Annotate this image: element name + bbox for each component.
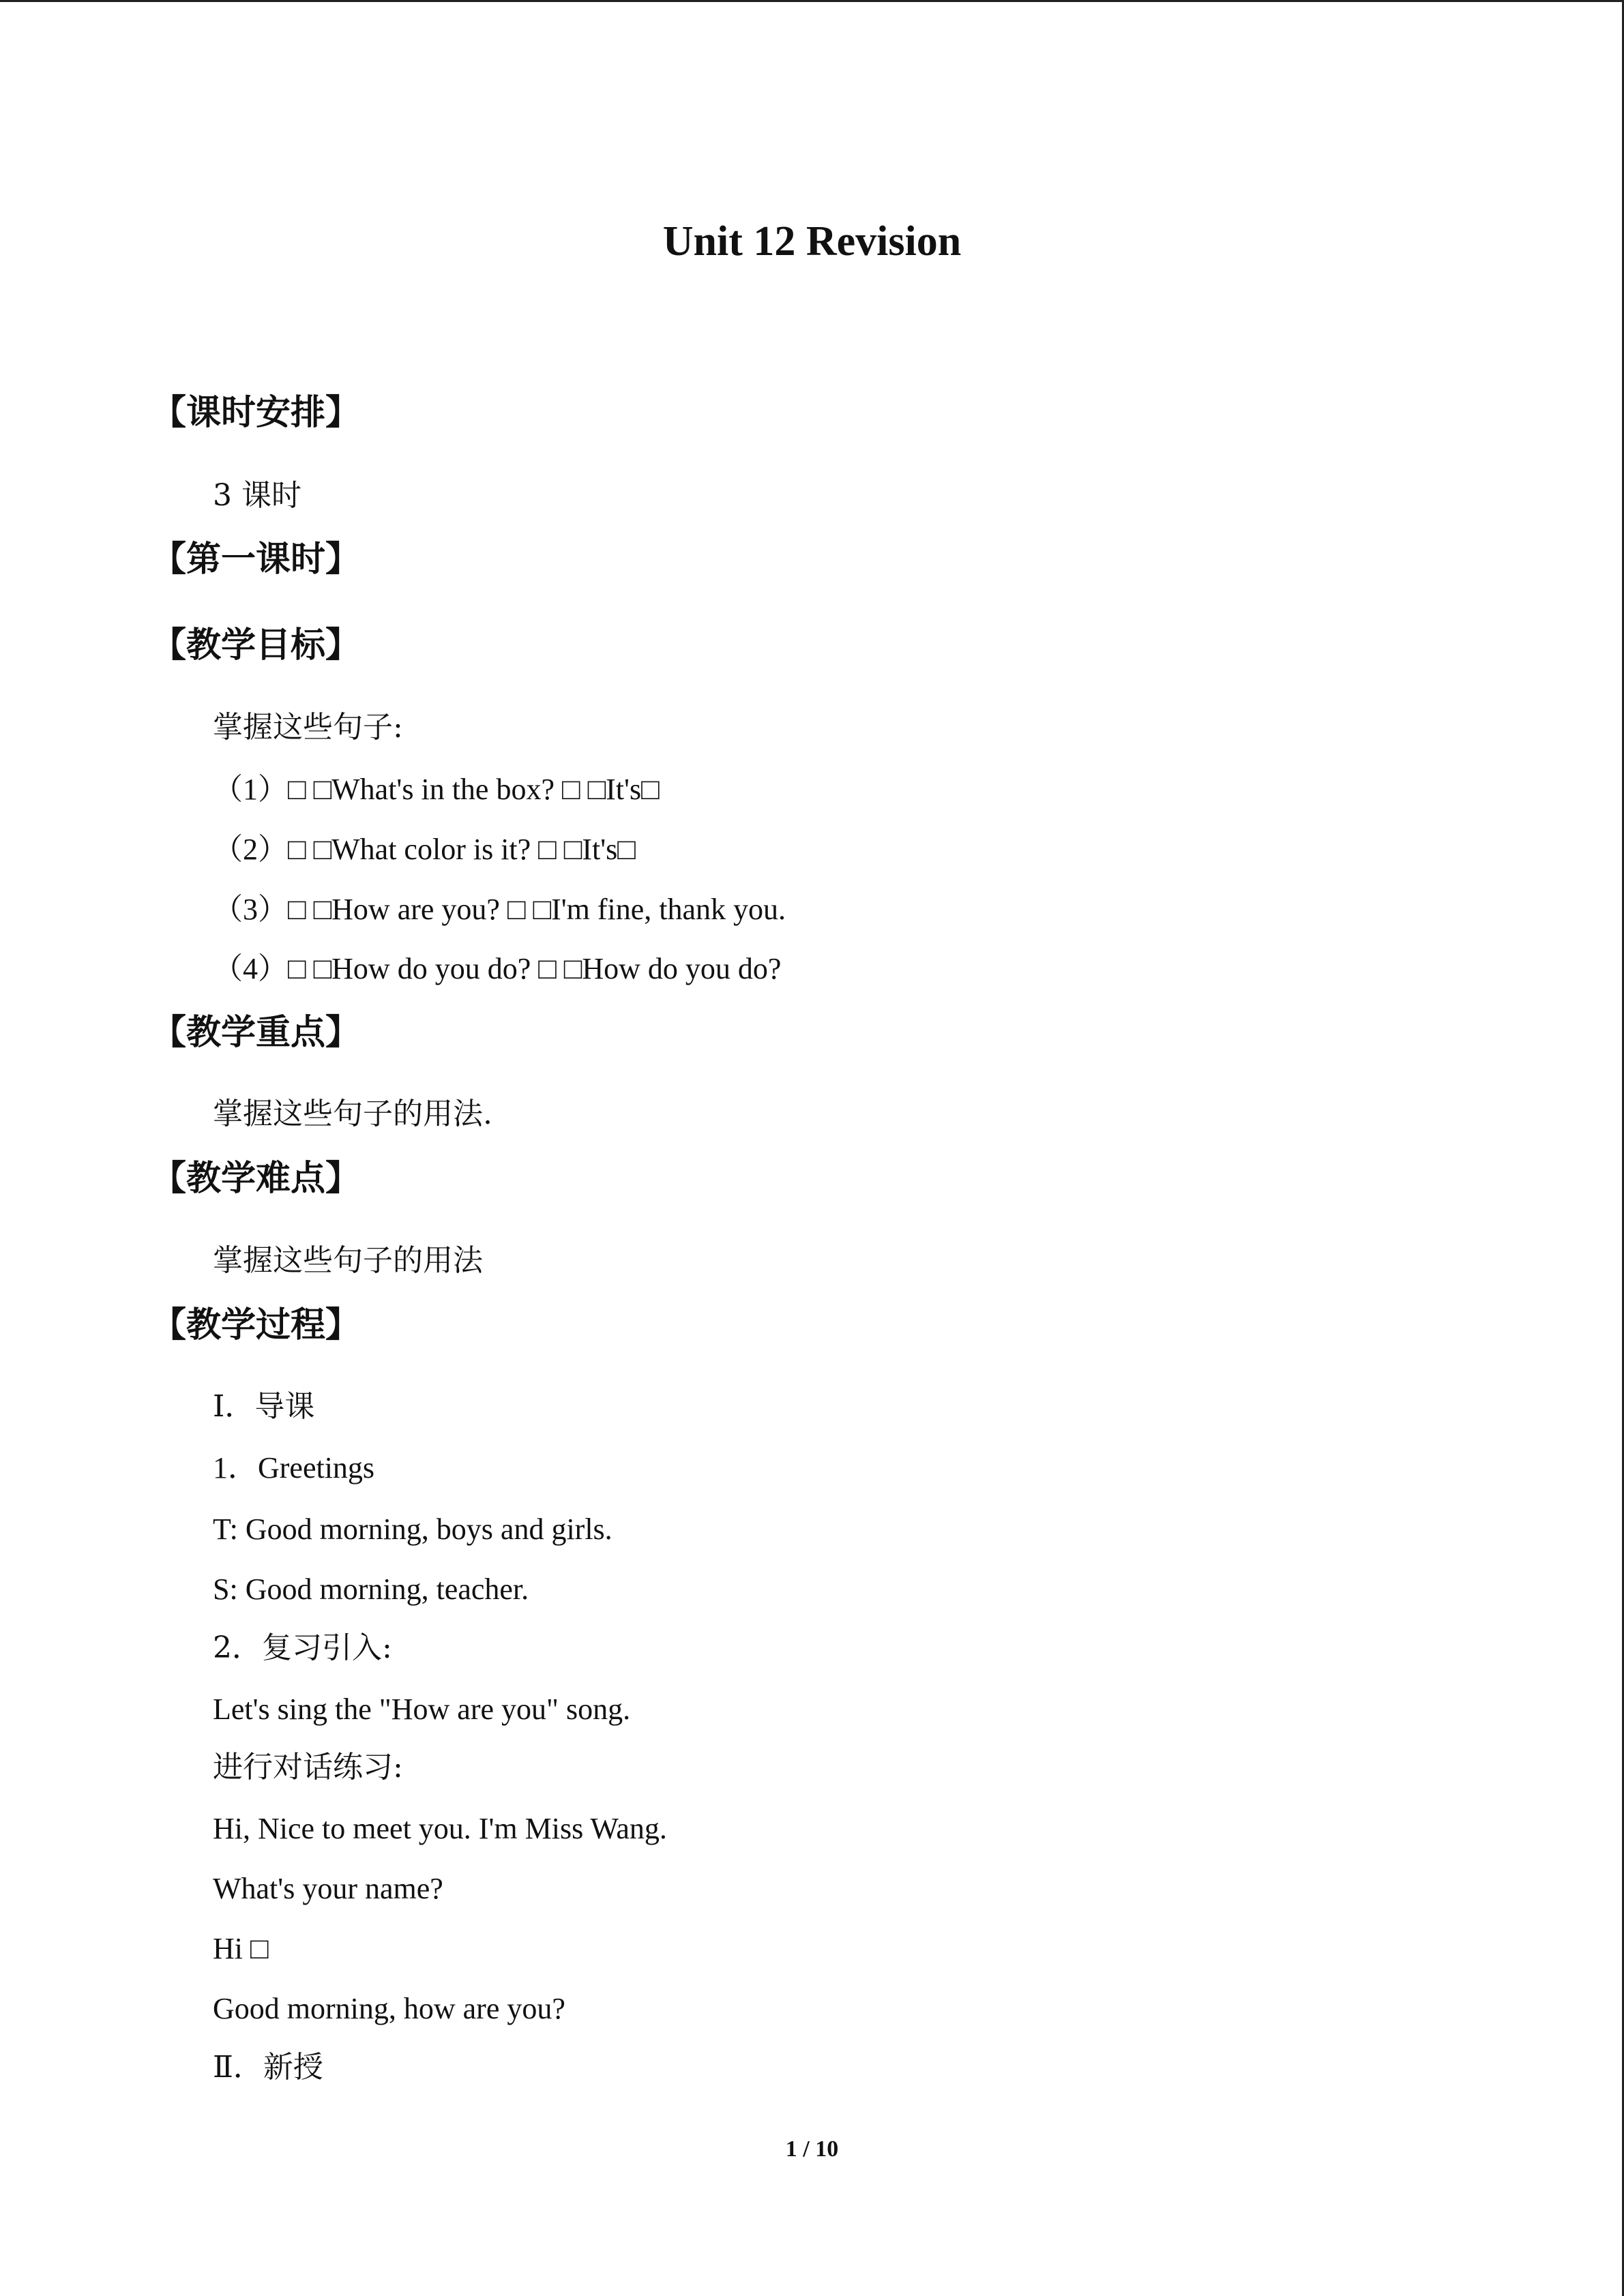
heading-objectives: 【教学目标】 — [151, 625, 361, 666]
process-line-how-are-you: Good morning, how are you? — [213, 1992, 565, 2025]
process-line-section-2: Ⅱ．新授 — [213, 2050, 323, 2085]
document-title: Unit 12 Revision — [662, 218, 962, 265]
process-line-section-1: Ⅰ．导课 — [213, 1389, 315, 1424]
process-line-greetings: 1．Greetings — [213, 1451, 375, 1485]
heading-first-lesson: 【第一课时】 — [151, 539, 361, 580]
heading-key-points: 【教学重点】 — [151, 1013, 361, 1053]
schedule-text: 3 课时 — [213, 478, 301, 513]
heading-schedule: 【课时安排】 — [151, 393, 361, 433]
process-line-name-question: What's your name? — [213, 1872, 443, 1905]
objective-item-2: （2）□ □What color is it? □ □It's□ — [213, 833, 636, 866]
key-points-text: 掌握这些句子的用法. — [213, 1097, 492, 1131]
difficulties-text: 掌握这些句子的用法 — [213, 1243, 483, 1278]
objectives-intro: 掌握这些句子: — [213, 710, 403, 745]
process-line-song: Let's sing the "How are you" song. — [213, 1693, 631, 1726]
objective-item-1: （1）□ □What's in the box? □ □It's□ — [213, 773, 660, 806]
process-line-review: 2．复习引入: — [213, 1630, 392, 1665]
objective-item-4: （4）□ □How do you do? □ □How do you do? — [213, 952, 782, 985]
process-line-introduction: Hi, Nice to meet you. I'm Miss Wang. — [213, 1812, 667, 1845]
heading-difficulties: 【教学难点】 — [151, 1159, 361, 1199]
objective-item-3: （3）□ □How are you? □ □I'm fine, thank you. — [213, 893, 786, 926]
process-line-dialogue-practice: 进行对话练习: — [213, 1750, 403, 1785]
page-number: 1 / 10 — [785, 2136, 839, 2162]
process-line-teacher-greeting: T: Good morning, boys and girls. — [213, 1512, 612, 1546]
process-line-hi: Hi □ — [213, 1932, 269, 1965]
page-border-top — [0, 0, 1624, 2]
process-line-student-greeting: S: Good morning, teacher. — [213, 1572, 529, 1606]
heading-process: 【教学过程】 — [151, 1305, 361, 1345]
